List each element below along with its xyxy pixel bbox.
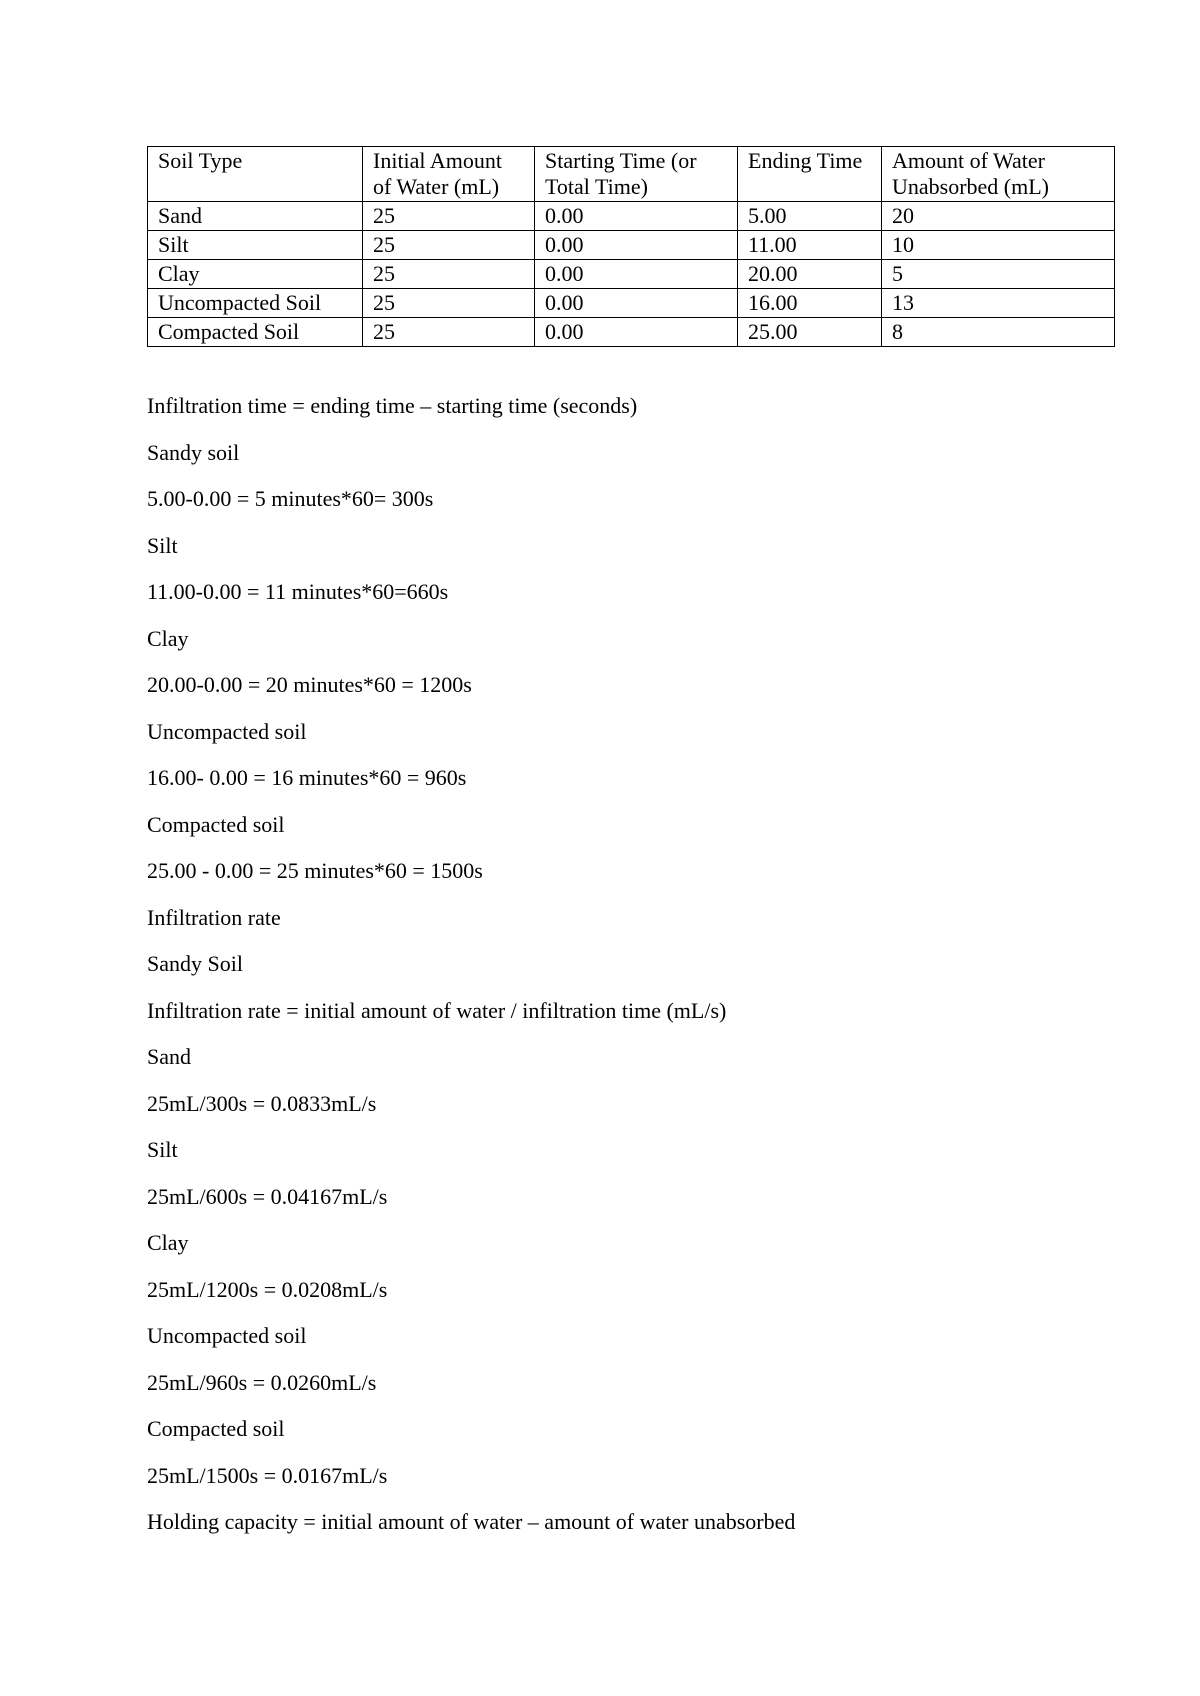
table-cell: Clay bbox=[148, 260, 363, 289]
table-cell: 10 bbox=[882, 231, 1115, 260]
table-cell: 5 bbox=[882, 260, 1115, 289]
table-cell: 16.00 bbox=[738, 289, 882, 318]
table-cell: Silt bbox=[148, 231, 363, 260]
table-cell: 25 bbox=[363, 318, 535, 347]
text-line: Uncompacted soil bbox=[147, 718, 307, 744]
header-ending-time: Ending Time bbox=[738, 147, 882, 202]
text-line: 16.00- 0.00 = 16 minutes*60 = 960s bbox=[147, 765, 467, 790]
table-row bbox=[148, 260, 1115, 289]
header-water-unabsorbed: Amount of Water Unabsorbed (mL) bbox=[882, 147, 1115, 202]
text-line: Sandy soil bbox=[147, 439, 240, 465]
table-cell: 25 bbox=[363, 231, 535, 260]
text-line: Infiltration time = ending time – starting time (seconds) bbox=[147, 393, 638, 418]
text-line: 5.00-0.00 = 5 minutes*60= 300s bbox=[147, 486, 434, 511]
table-header-row bbox=[148, 147, 1115, 202]
text-line: Uncompacted soil bbox=[147, 1323, 307, 1348]
text-line: Sand bbox=[147, 1044, 191, 1069]
text-line: 25mL/600s = 0.04167mL/s bbox=[147, 1183, 388, 1209]
text-line: Clay bbox=[147, 625, 189, 651]
table-row bbox=[148, 318, 1115, 347]
text-line: Infiltration rate bbox=[147, 904, 281, 930]
table-cell: 0.00 bbox=[535, 289, 738, 318]
text-line: Infiltration rate = initial amount of water / infiltration time (mL/s) bbox=[147, 997, 727, 1023]
table-cell: 20.00 bbox=[738, 260, 882, 289]
text-line: Silt bbox=[147, 1137, 178, 1162]
table-cell: 25 bbox=[363, 202, 535, 231]
text-line: 20.00-0.00 = 20 minutes*60 = 1200s bbox=[147, 672, 472, 697]
table-cell: 13 bbox=[882, 289, 1115, 318]
text-line: 25.00 - 0.00 = 25 minutes*60 = 1500s bbox=[147, 858, 483, 883]
table-cell: 0.00 bbox=[535, 260, 738, 289]
text-line: 25mL/1200s = 0.0208mL/s bbox=[147, 1276, 388, 1302]
table-cell: 0.00 bbox=[535, 318, 738, 347]
text-line: Compacted soil bbox=[147, 811, 285, 837]
table-row bbox=[148, 231, 1115, 260]
header-initial-amount: Initial Amount of Water (mL) bbox=[363, 147, 535, 202]
text-line: 25mL/1500s = 0.0167mL/s bbox=[147, 1462, 388, 1488]
text-line: 11.00-0.00 = 11 minutes*60=660s bbox=[147, 579, 449, 604]
table-cell: 0.00 bbox=[535, 202, 738, 231]
table-cell: 25 bbox=[363, 289, 535, 318]
table-cell: Uncompacted Soil bbox=[148, 289, 363, 318]
table-cell: 5.00 bbox=[738, 202, 882, 231]
table-cell: 20 bbox=[882, 202, 1115, 231]
text-line: Silt bbox=[147, 532, 178, 558]
table-cell: 25.00 bbox=[738, 318, 882, 347]
text-line: Holding capacity = initial amount of water – amount of water unabsorbed bbox=[147, 1509, 796, 1534]
table-cell: 0.00 bbox=[535, 231, 738, 260]
text-line: Clay bbox=[147, 1230, 189, 1255]
table-cell: 8 bbox=[882, 318, 1115, 347]
text-line: 25mL/300s = 0.0833mL/s bbox=[147, 1090, 377, 1116]
soil-data-table bbox=[147, 146, 1115, 347]
table-row bbox=[148, 289, 1115, 318]
text-line: Compacted soil bbox=[147, 1416, 285, 1441]
text-line: Sandy Soil bbox=[147, 951, 243, 976]
header-starting-time: Starting Time (or Total Time) bbox=[535, 147, 738, 202]
text-line: 25mL/960s = 0.0260mL/s bbox=[147, 1369, 377, 1395]
table-cell: Compacted Soil bbox=[148, 318, 363, 347]
table-cell: 25 bbox=[363, 260, 535, 289]
table-cell: 11.00 bbox=[738, 231, 882, 260]
calculation-lines bbox=[147, 393, 1147, 1556]
table-row bbox=[148, 202, 1115, 231]
header-soil-type: Soil Type bbox=[148, 147, 363, 202]
table-cell: Sand bbox=[148, 202, 363, 231]
